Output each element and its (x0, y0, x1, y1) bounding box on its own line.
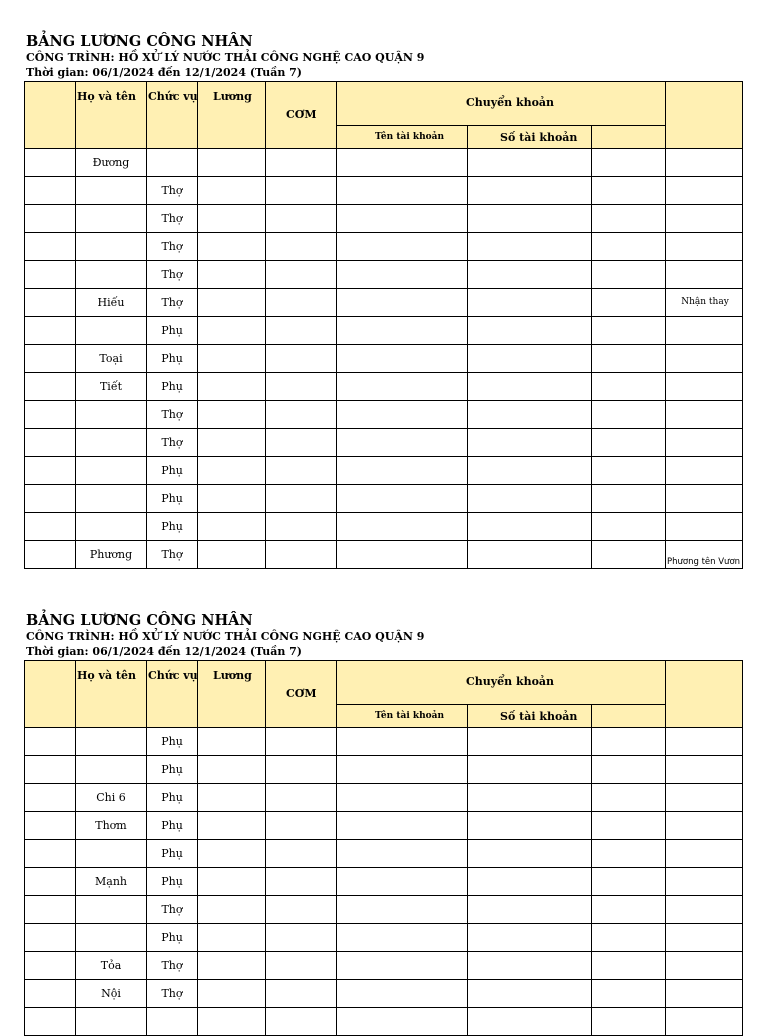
column-divider (336, 149, 337, 176)
column-divider (197, 812, 198, 839)
worker-role-cell: Phụ (161, 819, 183, 832)
worker-role-cell: Thợ (161, 212, 183, 225)
column-divider (336, 317, 337, 344)
worker-name-cell: Hiếu (97, 296, 125, 309)
column-divider (336, 980, 337, 1007)
column-divider (665, 401, 666, 428)
worker-role-cell: Phụ (161, 931, 183, 944)
column-divider (197, 373, 198, 400)
column-divider (336, 728, 337, 755)
column-divider (591, 952, 592, 979)
column-divider (336, 868, 337, 895)
worker-name-cell (76, 924, 146, 951)
header-luong: Lương (213, 90, 252, 103)
table-row (24, 952, 743, 980)
column-divider (591, 728, 592, 755)
column-divider (265, 868, 266, 895)
worker-name-cell (76, 401, 146, 428)
column-divider (197, 457, 198, 484)
header-divider (467, 125, 468, 149)
header-divider (467, 704, 468, 728)
column-divider (665, 896, 666, 923)
column-divider (665, 233, 666, 260)
worker-name-cell (76, 1008, 146, 1035)
column-divider (591, 513, 592, 540)
column-divider (336, 756, 337, 783)
column-divider (265, 233, 266, 260)
worker-name-cell (76, 896, 146, 923)
table-row (24, 373, 743, 401)
worker-name-cell: Đương (92, 156, 130, 169)
table-row (24, 896, 743, 924)
worker-role-cell: Thợ (161, 408, 183, 421)
column-divider (591, 485, 592, 512)
column-divider (665, 177, 666, 204)
column-divider (197, 429, 198, 456)
column-divider (591, 868, 592, 895)
column-divider (665, 513, 666, 540)
header-chuc-vu: Chức vụ (148, 90, 198, 103)
table-row (24, 317, 743, 345)
table-row (24, 980, 743, 1008)
column-divider (467, 345, 468, 372)
worker-name-cell (76, 457, 146, 484)
column-divider (665, 149, 666, 176)
column-divider (265, 485, 266, 512)
column-divider (197, 541, 198, 568)
worker-role-cell: Phụ (161, 847, 183, 860)
column-divider (467, 317, 468, 344)
table-row (24, 149, 743, 177)
column-divider (467, 373, 468, 400)
column-divider (197, 205, 198, 232)
worker-role-cell (147, 149, 197, 176)
header-divider (665, 81, 666, 149)
column-divider (197, 728, 198, 755)
worker-role-cell: Thợ (161, 436, 183, 449)
header-so-tai-khoan: Số tài khoản (500, 131, 578, 144)
column-divider (467, 149, 468, 176)
worker-name-cell (76, 205, 146, 232)
table-row (24, 840, 743, 868)
column-divider (467, 233, 468, 260)
table-row (24, 756, 743, 784)
column-divider (265, 924, 266, 951)
header-divider (336, 660, 337, 728)
header-divider (591, 704, 592, 728)
column-divider (665, 373, 666, 400)
column-divider (265, 289, 266, 316)
column-divider (197, 868, 198, 895)
column-divider (467, 812, 468, 839)
column-divider (665, 812, 666, 839)
column-divider (265, 261, 266, 288)
column-divider (265, 728, 266, 755)
worker-name-cell (76, 317, 146, 344)
worker-role-cell: Phụ (161, 520, 183, 533)
column-divider (665, 317, 666, 344)
header-divider (336, 704, 666, 705)
column-divider (336, 812, 337, 839)
column-divider (665, 980, 666, 1007)
column-divider (265, 784, 266, 811)
column-divider (336, 401, 337, 428)
column-divider (467, 868, 468, 895)
column-divider (197, 345, 198, 372)
worker-name-cell (76, 261, 146, 288)
column-divider (265, 205, 266, 232)
column-divider (336, 345, 337, 372)
header-so-tai-khoan: Số tài khoản (500, 710, 578, 723)
header-divider (336, 125, 666, 126)
column-divider (265, 149, 266, 176)
column-divider (265, 177, 266, 204)
worker-role-cell (147, 1008, 197, 1035)
worker-role-cell: Phụ (161, 464, 183, 477)
column-divider (665, 261, 666, 288)
column-divider (336, 485, 337, 512)
worker-name-cell (76, 728, 146, 755)
column-divider (467, 429, 468, 456)
column-divider (336, 289, 337, 316)
column-divider (467, 177, 468, 204)
column-divider (665, 429, 666, 456)
column-divider (665, 840, 666, 867)
column-divider (336, 952, 337, 979)
column-divider (467, 513, 468, 540)
header-chuyen-khoan: Chuyển khoản (466, 675, 555, 688)
column-divider (467, 1008, 468, 1035)
column-divider (467, 896, 468, 923)
column-divider (665, 345, 666, 372)
column-divider (467, 401, 468, 428)
column-divider (665, 205, 666, 232)
column-divider (265, 980, 266, 1007)
column-divider (467, 541, 468, 568)
table-row (24, 345, 743, 373)
column-divider (197, 401, 198, 428)
table-row (24, 289, 743, 317)
header-luong: Lương (213, 669, 252, 682)
column-divider (665, 457, 666, 484)
column-divider (665, 485, 666, 512)
column-divider (197, 896, 198, 923)
worker-role-cell: Phụ (161, 492, 183, 505)
column-divider (197, 233, 198, 260)
column-divider (197, 485, 198, 512)
worker-role-cell: Phụ (161, 875, 183, 888)
column-divider (467, 457, 468, 484)
table-row (24, 541, 743, 569)
worker-role-cell: Thợ (161, 296, 183, 309)
sheet-title: BẢNG LƯƠNG CÔNG NHÂN (26, 612, 253, 629)
sheet-period: Thời gian: 06/1/2024 đến 12/1/2024 (Tuần 7) (26, 645, 303, 658)
column-divider (336, 457, 337, 484)
column-divider (591, 784, 592, 811)
column-divider (336, 1008, 337, 1035)
worker-role-cell: Thợ (161, 240, 183, 253)
table-row (24, 728, 743, 756)
column-divider (336, 233, 337, 260)
column-divider (467, 952, 468, 979)
sheet-subtitle: CÔNG TRÌNH: HỒ XỬ LÝ NƯỚC THẢI CÔNG NGHỆ CAO QUẬN 9 (26, 51, 425, 64)
column-divider (591, 317, 592, 344)
worker-role-cell: Thợ (161, 268, 183, 281)
table-row (24, 485, 743, 513)
column-divider (336, 373, 337, 400)
worker-name-cell: Phương (89, 548, 133, 561)
column-divider (665, 924, 666, 951)
column-divider (591, 756, 592, 783)
column-divider (197, 980, 198, 1007)
column-divider (591, 373, 592, 400)
column-divider (665, 952, 666, 979)
note-cell: Phương tên Vươn (667, 557, 741, 567)
worker-role-cell: Thợ (161, 903, 183, 916)
column-divider (467, 728, 468, 755)
column-divider (591, 924, 592, 951)
sheet-period: Thời gian: 06/1/2024 đến 12/1/2024 (Tuần 7) (26, 66, 303, 79)
column-divider (265, 317, 266, 344)
column-divider (665, 784, 666, 811)
worker-role-cell: Thợ (161, 548, 183, 561)
column-divider (467, 980, 468, 1007)
column-divider (336, 541, 337, 568)
column-divider (265, 345, 266, 372)
header-ten-tai-khoan: Tên tài khoản (375, 711, 445, 721)
worker-role-cell: Phụ (161, 763, 183, 776)
column-divider (591, 205, 592, 232)
column-divider (265, 896, 266, 923)
table-row (24, 177, 743, 205)
table-row (24, 205, 743, 233)
column-divider (336, 429, 337, 456)
column-divider (467, 261, 468, 288)
header-divider (75, 81, 76, 149)
column-divider (665, 541, 666, 568)
column-divider (467, 205, 468, 232)
worker-role-cell: Thợ (161, 184, 183, 197)
worker-name-cell (76, 429, 146, 456)
worker-role-cell: Phụ (161, 735, 183, 748)
column-divider (265, 457, 266, 484)
sheet-title: BẢNG LƯƠNG CÔNG NHÂN (26, 33, 253, 50)
column-divider (197, 149, 198, 176)
column-divider (197, 756, 198, 783)
header-divider (265, 660, 266, 728)
column-divider (591, 289, 592, 316)
column-divider (265, 840, 266, 867)
column-divider (197, 952, 198, 979)
column-divider (591, 345, 592, 372)
table-row (24, 401, 743, 429)
column-divider (265, 373, 266, 400)
column-divider (467, 784, 468, 811)
worker-name-cell (76, 840, 146, 867)
worker-name-cell (76, 756, 146, 783)
worker-role-cell: Phụ (161, 324, 183, 337)
column-divider (591, 1008, 592, 1035)
column-divider (197, 784, 198, 811)
column-divider (197, 177, 198, 204)
column-divider (591, 149, 592, 176)
table-row (24, 924, 743, 952)
header-com: CƠM (286, 687, 317, 700)
column-divider (665, 1008, 666, 1035)
column-divider (265, 756, 266, 783)
column-divider (265, 513, 266, 540)
column-divider (336, 513, 337, 540)
header-divider (665, 660, 666, 728)
column-divider (467, 924, 468, 951)
column-divider (265, 429, 266, 456)
worker-name-cell: Toại (99, 352, 123, 365)
header-ho-ten: Họ và tên (77, 90, 136, 103)
column-divider (336, 896, 337, 923)
table-row (24, 457, 743, 485)
worker-name-cell (76, 233, 146, 260)
worker-name-cell: Chi 6 (96, 791, 126, 804)
column-divider (197, 1008, 198, 1035)
column-divider (336, 177, 337, 204)
header-ho-ten: Họ và tên (77, 669, 136, 682)
column-divider (265, 401, 266, 428)
column-divider (665, 756, 666, 783)
column-divider (265, 1008, 266, 1035)
table-row (24, 784, 743, 812)
header-divider (265, 81, 266, 149)
header-divider (591, 125, 592, 149)
column-divider (336, 784, 337, 811)
column-divider (197, 261, 198, 288)
column-divider (467, 485, 468, 512)
column-divider (197, 840, 198, 867)
column-divider (197, 513, 198, 540)
column-divider (336, 205, 337, 232)
table-row (24, 1008, 743, 1036)
column-divider (467, 756, 468, 783)
worker-role-cell: Thợ (161, 987, 183, 1000)
header-divider (336, 81, 337, 149)
worker-role-cell: Phụ (161, 380, 183, 393)
worker-role-cell: Phụ (161, 352, 183, 365)
column-divider (591, 812, 592, 839)
header-divider (146, 81, 147, 149)
worker-name-cell: Tỏa (100, 959, 122, 972)
worker-name-cell (76, 513, 146, 540)
table-row (24, 233, 743, 261)
worker-name-cell: Thơm (95, 819, 127, 832)
table-row (24, 513, 743, 541)
column-divider (591, 840, 592, 867)
column-divider (197, 924, 198, 951)
worker-name-cell: Mạnh (95, 875, 127, 888)
header-com: CƠM (286, 108, 317, 121)
worker-name-cell: Tiết (99, 380, 123, 393)
table-row (24, 261, 743, 289)
column-divider (265, 812, 266, 839)
column-divider (591, 233, 592, 260)
header-chuyen-khoan: Chuyển khoản (466, 96, 555, 109)
column-divider (467, 289, 468, 316)
table-row (24, 868, 743, 896)
worker-role-cell: Phụ (161, 791, 183, 804)
worker-name-cell: Nội (101, 987, 121, 1000)
column-divider (591, 261, 592, 288)
column-divider (591, 541, 592, 568)
column-divider (336, 924, 337, 951)
header-divider (146, 660, 147, 728)
column-divider (591, 401, 592, 428)
column-divider (665, 289, 666, 316)
sheet-subtitle: CÔNG TRÌNH: HỒ XỬ LÝ NƯỚC THẢI CÔNG NGHỆ CAO QUẬN 9 (26, 630, 425, 643)
column-divider (265, 541, 266, 568)
column-divider (336, 261, 337, 288)
column-divider (265, 952, 266, 979)
column-divider (467, 840, 468, 867)
worker-role-cell: Thợ (161, 959, 183, 972)
worker-name-cell (76, 485, 146, 512)
column-divider (591, 429, 592, 456)
column-divider (591, 896, 592, 923)
table-row (24, 812, 743, 840)
worker-name-cell (76, 177, 146, 204)
column-divider (665, 868, 666, 895)
column-divider (591, 980, 592, 1007)
column-divider (336, 840, 337, 867)
column-divider (665, 728, 666, 755)
header-ten-tai-khoan: Tên tài khoản (375, 132, 445, 142)
note-cell: Nhận thay (681, 297, 729, 307)
table-row (24, 429, 743, 457)
column-divider (591, 177, 592, 204)
header-chuc-vu: Chức vụ (148, 669, 198, 682)
header-divider (75, 660, 76, 728)
column-divider (591, 457, 592, 484)
column-divider (197, 317, 198, 344)
column-divider (197, 289, 198, 316)
